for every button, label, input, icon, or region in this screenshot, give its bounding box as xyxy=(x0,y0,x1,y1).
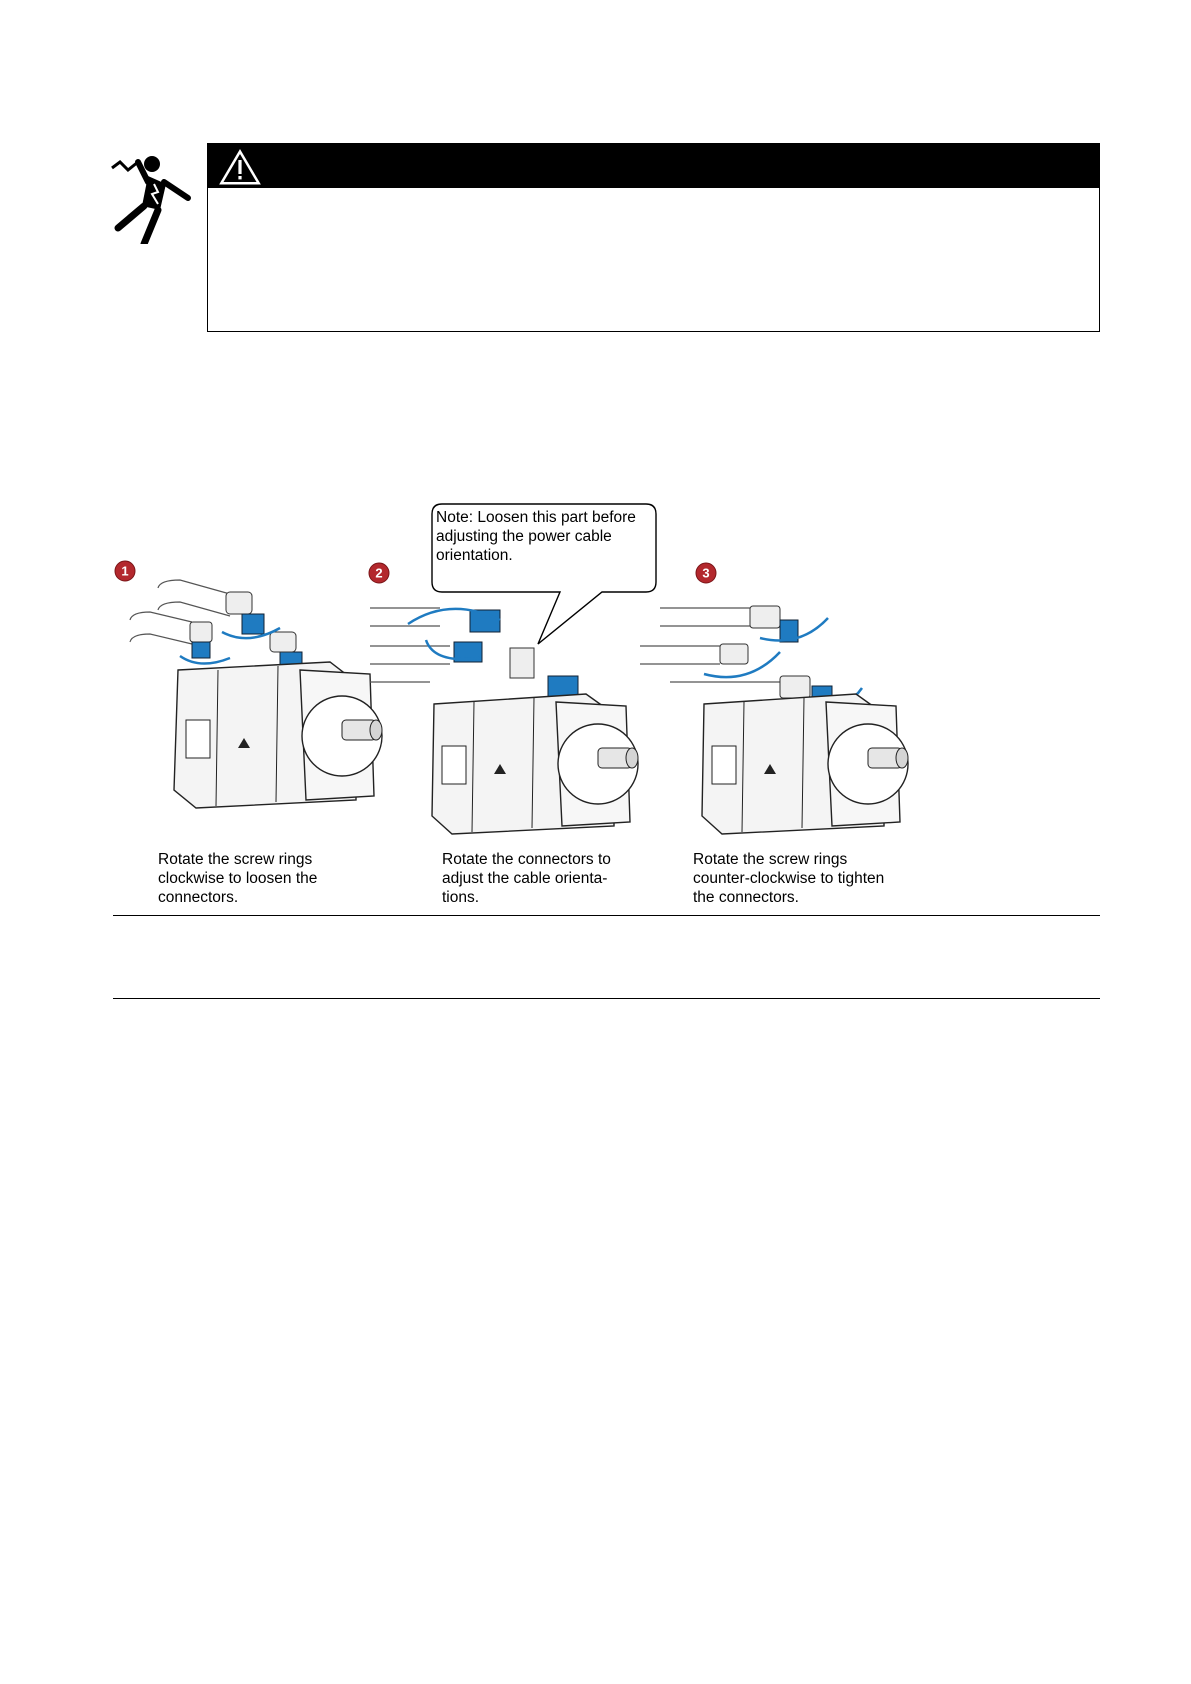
divider-top xyxy=(113,915,1100,916)
step-2-number: 2 xyxy=(375,565,383,581)
step-3-badge xyxy=(695,562,717,584)
warning-box xyxy=(207,143,1100,332)
step-1-number: 1 xyxy=(121,563,129,579)
motor-illustration-step-1 xyxy=(120,570,400,830)
step-1-caption: Rotate the screw rings clockwise to loosen the connectors. xyxy=(158,851,318,906)
motor-illustration-step-3 xyxy=(640,590,920,840)
note-text: Note: Loosen this part before adjusting the power cable orientation. xyxy=(436,509,636,564)
divider-bottom xyxy=(113,998,1100,999)
motor-illustration-step-2 xyxy=(370,590,650,840)
warning-triangle-icon xyxy=(218,148,262,186)
step-3-number: 3 xyxy=(702,565,710,581)
step-3-caption: Rotate the screw rings counter-clockwise to tighten the connectors. xyxy=(693,851,885,906)
electric-shock-hazard-icon xyxy=(108,148,204,244)
step-2-caption: Rotate the connectors to adjust the cable orienta- tions. xyxy=(442,851,611,906)
warning-header-bar xyxy=(208,144,1099,188)
